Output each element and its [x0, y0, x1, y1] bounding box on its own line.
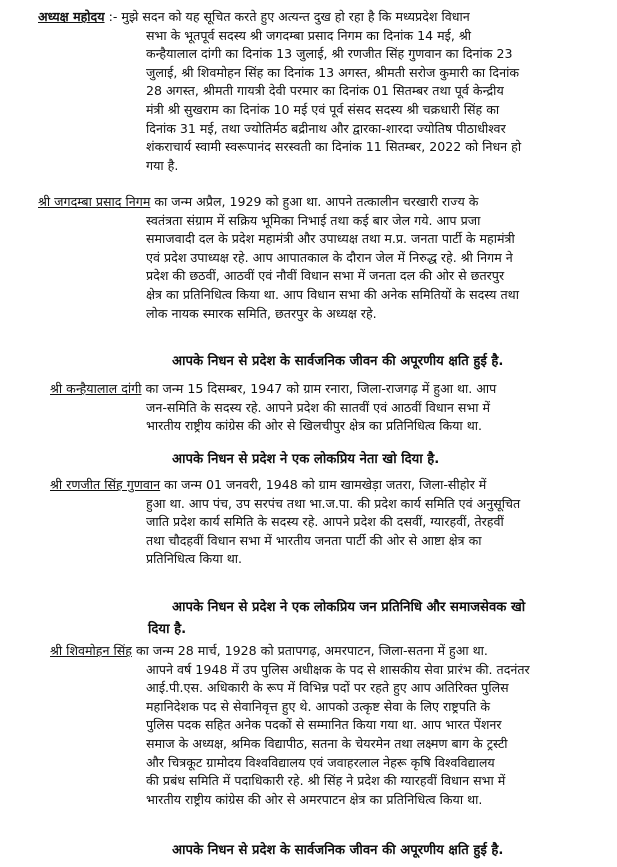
speaker-text-line: सभा के भूतपूर्व सदस्य श्री जगदम्बा प्रसाद निगम का दिनांक 14 मई, श्री [146, 27, 472, 43]
obituary-first-line [50, 380, 594, 399]
speaker-text-line: गया है. [146, 157, 179, 173]
speaker-text-line: दिनांक 31 मई, तथा ज्योतिर्मठ बद्रीनाथ और द्वारका-शारदा ज्योतिष पीठाधीश्वर [146, 120, 506, 136]
condolence-line: आपके निधन से प्रदेश ने एक लोकप्रिय नेता खो दिया है. [172, 452, 440, 467]
speaker-text-line: कन्हैयालाल दांगी का दिनांक 13 जुलाई, श्री रणजीत सिंह गुणवान का दिनांक 23 [146, 46, 513, 62]
speaker-text-line: :- मुझे सदन को यह सूचित करते हुए अत्यन्त दुख हो रहा है कि मध्यप्रदेश विधान [108, 9, 470, 24]
obituary-text-line: जाति प्रदेश कार्य समिति के सदस्य रहे. आपने प्रदेश की दसवीं, ग्यारहवीं, तेरहवीं [146, 514, 504, 530]
obituary-paragraph [50, 642, 594, 809]
obituary-text-line: जन-समिति के सदस्य रहे. आपने प्रदेश की सातवीं एवं आठवीं विधान सभा में [146, 399, 491, 415]
speaker-announcement [38, 8, 594, 175]
member-name: श्री शिवमोहन सिंह [50, 643, 132, 658]
obituary-text-line: तथा चौदहवीं विधान सभा में भारतीय जनता पार्टी की ओर से आष्टा क्षेत्र का [146, 532, 482, 548]
obituary-first-line [38, 193, 594, 212]
speaker-first-line [38, 8, 594, 27]
obituary-text-line: का जन्म 28 मार्च, 1928 को प्रतापगढ़, अमरपाटन, जिला-सतना में हुआ था. [131, 643, 488, 658]
obituary-text-line: आई.पी.एस. अधिकारी के रूप में विभिन्न पदों पर रहते हुए आप अतिरिक्त पुलिस [146, 680, 509, 696]
obituary-text-line: प्रतिनिधित्व किया था. [146, 551, 243, 567]
obituary-text-line: क्षेत्र का प्रतिनिधित्व किया था. आप विधान सभा की अनेक समितियों के सदस्य तथा [146, 286, 519, 302]
obituary-text-line: पुलिस पदक सहित अनेक पदकों से सम्मानित किया गया था. आप भारत पेंशनर [146, 717, 502, 733]
obituary-paragraph [50, 476, 594, 569]
obituary-text-line: एवं प्रदेश उपाध्यक्ष रहे. आप आपातकाल के दौरान जेल में निरुद्ध रहे. श्री निगम ने [146, 249, 513, 265]
obituary-text-line: महानिदेशक पद से सेवानिवृत्त हुए थे. आपको उत्कृष्ट सेवा के लिए राष्ट्रपति के [146, 698, 491, 714]
speaker-text-line: 28 अगस्त, श्रीमती गायत्री देवी परमार का दिनांक 01 सितम्बर तथा पूर्व केन्द्रीय [146, 83, 504, 99]
speaker-text-line: मंत्री श्री सुखराम का दिनांक 10 मई एवं पूर्व संसद सदस्य श्री चक्रधारी सिंह का [146, 101, 500, 117]
obituary-text-line: समाज के अध्यक्ष, श्रमिक विद्यापीठ, सतना के चेयरमेन तथा लक्ष्मण बाग के ट्रस्टी [146, 735, 508, 751]
condolence-line: आपके निधन से प्रदेश के सार्वजनिक जीवन की अपूरणीय क्षति हुई है. [172, 354, 504, 369]
condolence-line: दिया है. [148, 622, 187, 637]
obituary-text-line: लोक नायक स्मारक समिति, छतरपुर के अध्यक्ष रहे. [146, 305, 377, 321]
member-name: श्री कन्हैयालाल दांगी [50, 381, 142, 396]
member-name: श्री जगदम्बा प्रसाद निगम [38, 194, 151, 209]
obituary-paragraph [38, 193, 594, 323]
obituary-text-line: का जन्म 01 जनवरी, 1948 को ग्राम खामखेड़ा जतरा, जिला-सीहोर में [160, 477, 487, 492]
obituary-text-line: भारतीय राष्ट्रीय कांग्रेस की ओर से खिलचीपुर क्षेत्र का प्रतिनिधित्व किया था. [146, 418, 483, 434]
obituary-paragraph [50, 380, 594, 436]
obituary-text-line: भारतीय राष्ट्रीय कांग्रेस की ओर से अमरपाटन क्षेत्र का प्रतिनिधित्व किया था. [146, 791, 483, 807]
obituary-text-line: प्रदेश की छठवीं, आठवीं एवं नौवीं विधान सभा में जनता दल की ओर से छतरपुर [146, 268, 505, 284]
obituary-text-line: और चित्रकूट ग्रामोदय विश्वविद्यालय एवं जवाहरलाल नेहरू कृषि विश्वविद्यालय [146, 754, 495, 770]
condolence-line: आपके निधन से प्रदेश के सार्वजनिक जीवन की अपूरणीय क्षति हुई है. [172, 843, 504, 858]
obituary-text-line: का जन्म अप्रैल, 1929 को हुआ था. आपने तत्कालीन चरखारी राज्य के [150, 194, 479, 209]
obituary-text-line: आपने वर्ष 1948 में उप पुलिस अधीक्षक के पद से शासकीय सेवा प्रारंभ की. तदनंतर [146, 661, 530, 677]
obituary-first-line [50, 476, 594, 495]
member-name: श्री रणजीत सिंह गुणवान [50, 477, 161, 492]
condolence-line: आपके निधन से प्रदेश ने एक लोकप्रिय जन प्रतिनिधि और समाजसेवक खो [172, 600, 526, 615]
obituary-text-line: समाजवादी दल के प्रदेश महामंत्री और उपाध्यक्ष तथा म.प्र. जनता पार्टी के महामंत्री [146, 231, 515, 247]
obituary-text-line: का जन्म 15 दिसम्बर, 1947 को ग्राम रनारा, जिला-राजगढ़ में हुआ था. आप [141, 381, 497, 396]
speaker-text-line: शंकराचार्य स्वामी स्वरूपानंद सरस्वती का दिनांक 11 सितम्बर, 2022 को निधन हो [146, 139, 522, 155]
obituary-text-line: स्वतंत्रता संग्राम में सक्रिय भूमिका निभाई तथा कई बार जेल गये. आप प्रजा [146, 212, 481, 228]
obituary-first-line [50, 642, 594, 661]
obituary-text-line: की प्रबंध समिति में पदाधिकारी रहे. श्री सिंह ने प्रदेश की ग्यारहवीं विधान सभा में [146, 773, 506, 789]
speaker-label: अध्यक्ष महोदय [38, 9, 105, 24]
speaker-text-line: जुलाई, श्री शिवमोहन सिंह का दिनांक 13 अगस्त, श्रीमती सरोज कुमारी का दिनांक [146, 64, 520, 80]
obituary-text-line: हुआ था. आप पंच, उप सरपंच तथा भा.ज.पा. की प्रदेश कार्य समिति एवं अनुसूचित [146, 495, 521, 511]
